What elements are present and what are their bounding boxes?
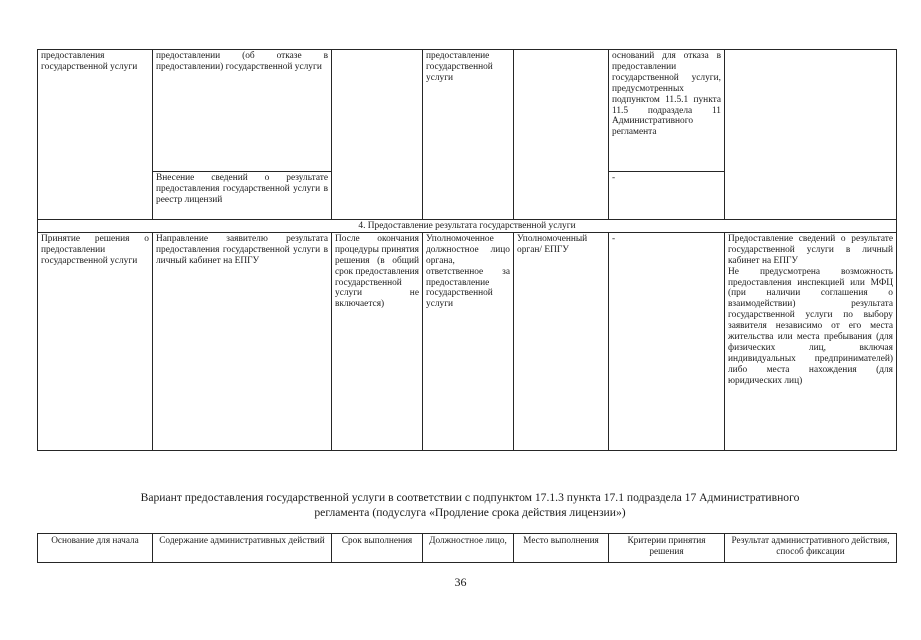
page-number: 36 [454, 575, 467, 589]
column-header: Место выполнения [514, 534, 609, 563]
table-cell: - [609, 172, 725, 220]
table-cell: После окончания процедуры принятия решения (в общий срок предоставления государственной услуги не включается) [332, 232, 423, 450]
table-row [38, 232, 897, 450]
table-cell [332, 50, 423, 220]
table-cell: - [609, 232, 725, 450]
heading-line: Вариант предоставления государственной услуги в соответствии с подпунктом 17.1.3 пункта 17.1 подраздела 17 Административного [140, 491, 800, 504]
table-cell: Внесение сведений о результате предоставления государственной услуги в реестр лицензий [153, 172, 332, 220]
table-cell: Принятие решения о предоставлении государственной услуги [38, 232, 153, 450]
column-header: Основание для начала [38, 534, 153, 563]
table-cell: Предоставление сведений о результате государственной услуги в личный кабинет на ЕПГУ Не предусмотрена возможность предоставления инспекцией или МФЦ (при наличии соглашения о взаимодействии) результата государственной услуги по выбору заявителя независимо от его места жительства или места пребывания (для физических лиц, включая индивидуальных предпринимателей) либо места нахождения (для юридических лиц) [725, 232, 897, 450]
column-header: Результат административного действия, способ фиксации [725, 534, 897, 563]
table-cell: предоставление государственной услуги [423, 50, 514, 220]
column-header: Должностное лицо, [423, 534, 514, 563]
admin-procedure-table [37, 49, 897, 451]
table-cell [514, 50, 609, 220]
table-cell: предоставления государственной услуги [38, 50, 153, 220]
next-table-header [37, 533, 897, 563]
table-cell: оснований для отказа в предоставлении государственной услуги, предусмотренных подпунктом 11.5.1 пункта 11.5 подраздела 11 Административного регламента [609, 50, 725, 172]
table-row [38, 50, 897, 172]
table-cell: Уполномоченный орган/ ЕПГУ [514, 232, 609, 450]
table-cell: Уполномоченное должностное лицо органа, ответственное за предоставление государственной услуги [423, 232, 514, 450]
table-cell: Направление заявителю результата предоставления государственной услуги в личный кабинет на ЕПГУ [153, 232, 332, 450]
table-cell [725, 50, 897, 220]
heading-line: регламента (подуслуга «Продление срока действия лицензии») [314, 506, 626, 519]
variant-heading [60, 490, 880, 520]
column-header: Срок выполнения [332, 534, 423, 563]
section-row [38, 220, 897, 233]
table-header-row [38, 534, 897, 563]
column-header: Содержание административных действий [153, 534, 332, 563]
column-header: Критерии принятия решения [609, 534, 725, 563]
section-title: 4. Предоставление результата государственной услуги [38, 220, 897, 233]
table-cell: предоставлении (об отказе в предоставлении) государственной услуги [153, 50, 332, 172]
